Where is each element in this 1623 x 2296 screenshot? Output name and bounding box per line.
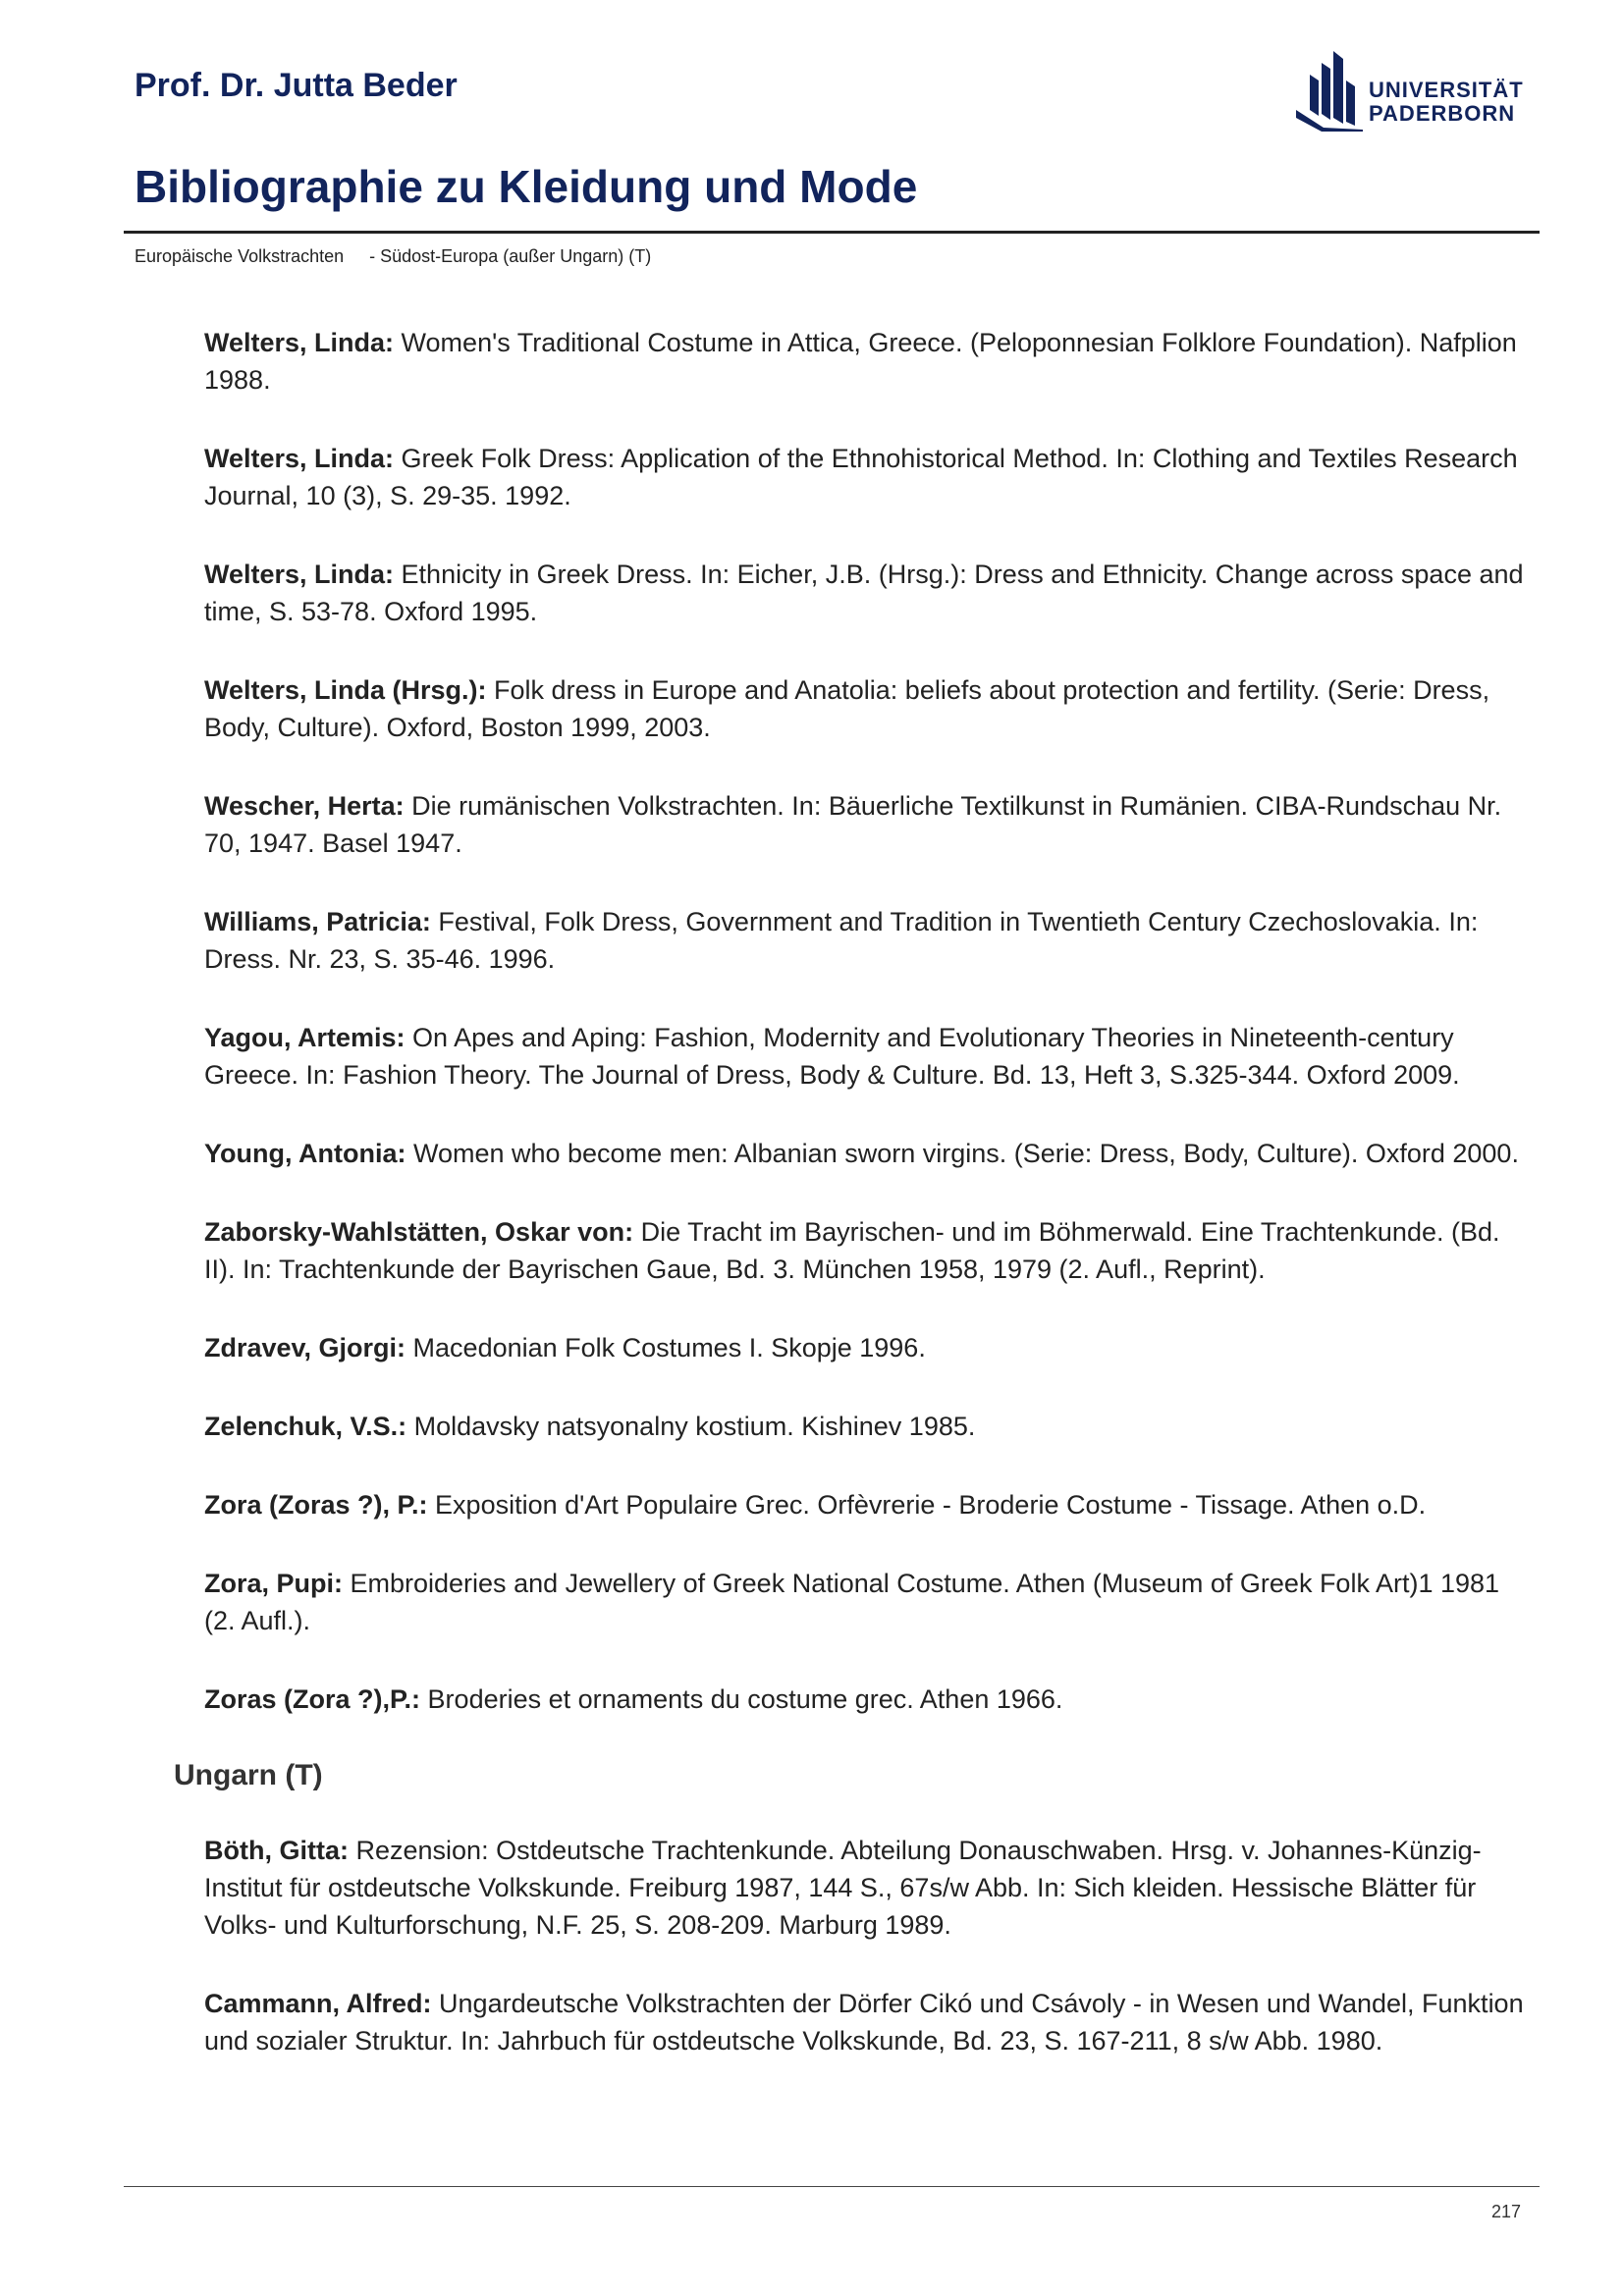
entry-citation: Folk dress in Europe and Anatolia: beliefs about protection and fertility. (Serie: Dress, Body, Culture). Oxford, Boston 1999, 2003. [204,675,1490,742]
bibliography-entry [204,787,1532,862]
entry-author: Welters, Linda: [204,560,395,589]
bibliography-entry [204,1565,1532,1639]
entry-citation: Women's Traditional Costume in Attica, Greece. (Peloponnesian Folklore Foundation). Nafplion 1988. [204,328,1517,395]
entry-citation: Ungardeutsche Volkstrachten der Dörfer Cikó und Csávoly - in Wesen und Wandel, Funktion und sozialer Struktur. In: Jahrbuch für ostdeutsche Volkskunde, Bd. 23, S. 167-211, 8 s/w Abb. 1980. [204,1989,1524,2056]
entry-author: Welters, Linda: [204,328,395,357]
bibliography-entry [204,1985,1532,2059]
entry-citation: Greek Folk Dress: Application of the Ethnohistorical Method. In: Clothing and Textiles Research Journal, 10 (3), S. 29-35. 1992. [204,444,1518,510]
bibliography-entry [204,1329,1532,1366]
header-divider [124,231,1540,234]
entry-citation: Rezension: Ostdeutsche Trachtenkunde. Abteilung Donauschwaben. Hrsg. v. Johannes-Künzig-Institut für ostdeutsche Volkskunde. Freiburg 1987, 144 S., 67s/w Abb. In: Sich kleiden. Hessische Blätter für Volks- und Kulturforschung, N.F. 25, S. 208-209. Marburg 1989. [204,1836,1482,1940]
entry-citation: Women who become men: Albanian sworn virgins. (Serie: Dress, Body, Culture). Oxford 2000. [406,1139,1519,1168]
entry-author: Young, Antonia: [204,1139,406,1168]
page-number: 217 [1491,2202,1522,2221]
bibliography-entry [204,1135,1532,1172]
bibliography-entry [204,324,1532,399]
entry-citation: Moldavsky natsyonalny kostium. Kishinev 1985. [406,1412,976,1441]
entry-author: Welters, Linda: [204,444,395,473]
entry-author: Wescher, Herta: [204,791,405,821]
entry-citation: Embroideries and Jewellery of Greek National Costume. Athen (Museum of Greek Folk Art)1 1981 (2. Aufl.). [204,1569,1500,1635]
breadcrumb-part-2: - Südost-Europa (außer Ungarn) (T) [369,246,652,266]
entries-hungary [204,1832,1532,2059]
entries-southeast-europe [204,324,1532,1718]
entry-citation: On Apes and Aping: Fashion, Modernity and Evolutionary Theories in Nineteenth-century Greece. In: Fashion Theory. The Journal of Dress, Body & Culture. Bd. 13, Heft 3, S.325-344. Oxford 2009. [204,1023,1460,1090]
section-heading: Ungarn (T) [174,1759,323,1791]
entry-author: Zoras (Zora ?),P.: [204,1684,421,1714]
entry-author: Böth, Gitta: [204,1836,349,1865]
entry-author: Williams, Patricia: [204,907,431,936]
bibliography-entry [204,1486,1532,1523]
document-title: Bibliographie zu Kleidung und Mode [135,161,918,212]
entry-citation: Exposition d'Art Populaire Grec. Orfèvrerie - Broderie Costume - Tissage. Athen o.D. [427,1490,1427,1520]
entry-author: Cammann, Alfred: [204,1989,432,2018]
author-name: Prof. Dr. Jutta Beder [135,67,458,104]
entry-citation: Festival, Folk Dress, Government and Tradition in Twentieth Century Czechoslovakia. In: Dress. Nr. 23, S. 35-46. 1996. [204,907,1479,974]
entry-citation: Die Tracht im Bayrischen- und im Böhmerwald. Eine Trachtenkunde. (Bd. II). In: Trachtenkunde der Bayrischen Gaue, Bd. 3. München 1958, 1979 (2. Aufl., Reprint). [204,1217,1500,1284]
entry-author: Zora, Pupi: [204,1569,343,1598]
entry-author: Welters, Linda (Hrsg.): [204,675,487,705]
bibliography-entry [204,1213,1532,1288]
logo-line-1: UNIVERSITÄT [1369,78,1524,102]
breadcrumb [135,246,651,267]
bibliography-entry [204,556,1532,630]
university-logo [1294,51,1524,132]
footer-divider [124,2186,1540,2187]
university-logo-icon [1294,51,1365,132]
bibliography-entry [204,671,1532,746]
logo-line-2: PADERBORN [1369,101,1516,126]
entry-citation: Macedonian Folk Costumes I. Skopje 1996. [406,1333,926,1362]
bibliography-list [174,324,1532,2101]
bibliography-entry [204,1681,1532,1718]
entry-citation: Ethnicity in Greek Dress. In: Eicher, J.B. (Hrsg.): Dress and Ethnicity. Change across space and time, S. 53-78. Oxford 1995. [204,560,1524,626]
bibliography-entry [204,1408,1532,1445]
entry-author: Zelenchuk, V.S.: [204,1412,407,1441]
entry-citation: Broderies et ornaments du costume grec. Athen 1966. [420,1684,1063,1714]
university-logo-text [1369,79,1524,126]
bibliography-entry [204,440,1532,514]
bibliography-entry [204,1019,1532,1094]
entry-author: Zora (Zoras ?), P.: [204,1490,428,1520]
entry-author: Yagou, Artemis: [204,1023,406,1052]
entry-citation: Die rumänischen Volkstrachten. In: Bäuerliche Textilkunst in Rumänien. CIBA-Rundschau Nr. 70, 1947. Basel 1947. [204,791,1502,858]
breadcrumb-part-1: Europäische Volkstrachten [135,246,345,266]
entry-author: Zdravev, Gjorgi: [204,1333,406,1362]
entry-author: Zaborsky-Wahlstätten, Oskar von: [204,1217,634,1247]
bibliography-entry [204,903,1532,978]
bibliography-entry [204,1832,1532,1944]
